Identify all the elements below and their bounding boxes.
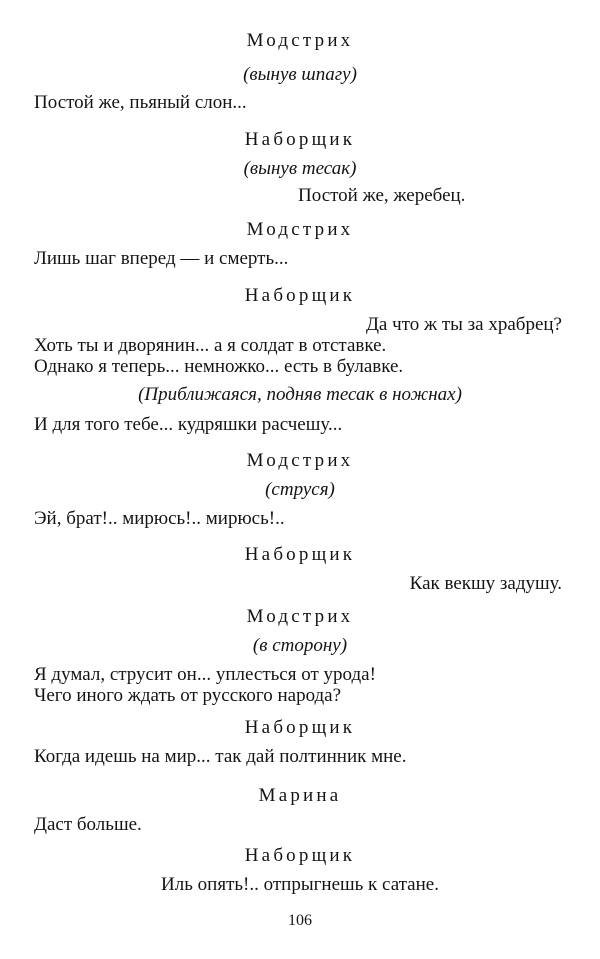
- speaker-name: Марина: [258, 785, 342, 806]
- stage-direction: (Приближаяся, подняв тесак в ножнах): [138, 384, 462, 405]
- verse-line: Даст больше.: [34, 814, 142, 835]
- stage-direction: (в сторону): [252, 635, 348, 656]
- verse-line: Как векшу задушу.: [409, 573, 562, 594]
- speaker-name: Наборщик: [244, 285, 356, 306]
- stage-direction: (вынув тесак): [243, 158, 357, 179]
- speaker-name: Модстрих: [246, 30, 354, 51]
- verse-line: Чего иного ждать от русского народа?: [34, 685, 342, 706]
- speaker-name: Наборщик: [244, 845, 356, 866]
- verse-line: Когда идешь на мир... так дай полтинник мне.: [34, 746, 407, 767]
- verse-line: Хоть ты и дворянин... а я солдат в отставке.: [34, 335, 387, 356]
- verse-line: Однако я теперь... немножко... есть в булавке.: [34, 356, 404, 377]
- verse-line: И для того тебе... кудряшки расчешу...: [34, 414, 343, 435]
- speaker-name: Модстрих: [246, 219, 354, 240]
- stage-direction: (струся): [265, 479, 335, 500]
- speaker-name: Модстрих: [246, 450, 354, 471]
- speaker-name: Модстрих: [246, 606, 354, 627]
- verse-line: Постой же, пьяный слон...: [34, 92, 247, 113]
- verse-line: Лишь шаг вперед — и смерть...: [34, 248, 289, 269]
- verse-line: Постой же, жеребец.: [298, 185, 466, 206]
- verse-line: Да что ж ты за храбрец?: [365, 314, 562, 335]
- verse-line: Эй, брат!.. мирюсь!.. мирюсь!..: [34, 508, 285, 529]
- page-number: 106: [288, 912, 312, 929]
- speaker-name: Наборщик: [244, 544, 356, 565]
- verse-line: Я думал, струсит он... уплесться от урода!: [34, 664, 376, 685]
- speaker-name: Наборщик: [244, 717, 356, 738]
- verse-line: Иль опять!.. отпрыгнешь к сатане.: [161, 874, 439, 895]
- stage-direction: (вынув шпагу): [243, 64, 357, 85]
- speaker-name: Наборщик: [244, 129, 356, 150]
